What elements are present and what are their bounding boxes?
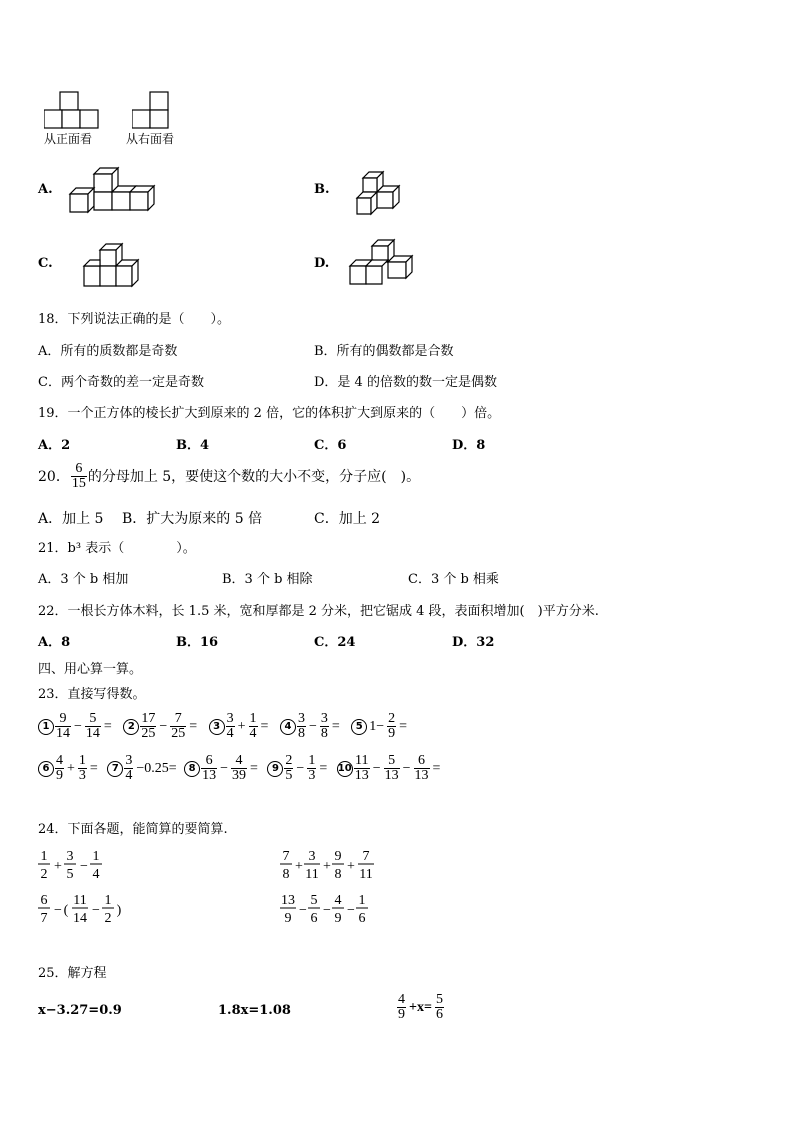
- svg-text:7: 7: [40, 911, 48, 926]
- q23-item: 8 $\frac{6}{13}$ − $\frac{4}{39}$ =: [184, 761, 260, 776]
- svg-text:8: 8: [282, 867, 290, 882]
- q24-expression-3: [278, 846, 388, 886]
- q23-stem: 23．直接写得数。: [38, 687, 146, 702]
- svg-text:5: 5: [310, 893, 318, 908]
- q18-option-b[interactable]: B．所有的偶数都是合数: [314, 344, 454, 359]
- right-view-label: 从右面看: [126, 132, 175, 146]
- svg-text:+: +: [54, 859, 62, 874]
- q20-number: 20．: [38, 468, 70, 485]
- q24-expression-4: [278, 890, 388, 930]
- svg-text:9: 9: [284, 911, 292, 926]
- q20-option-b[interactable]: B．扩大为原来的 5 倍: [122, 511, 263, 527]
- svg-text:6: 6: [358, 911, 366, 926]
- option-b-label[interactable]: B.: [314, 182, 330, 197]
- svg-text:1: 1: [104, 893, 112, 908]
- q23-item: 2 $\frac{17}{25}$ − $\frac{7}{25}$ =: [123, 719, 199, 734]
- q19-option-d[interactable]: D．8: [452, 438, 486, 453]
- q20-line: [38, 462, 420, 491]
- q20-option-a[interactable]: A．加上 5: [38, 511, 104, 527]
- svg-text:6: 6: [40, 893, 48, 908]
- q22-option-c[interactable]: C．24: [314, 635, 356, 650]
- option-d-label[interactable]: D.: [314, 256, 330, 271]
- svg-text:2: 2: [104, 911, 112, 926]
- q20-fraction: $\frac{6}{15}$: [71, 461, 86, 491]
- q19-option-b[interactable]: B．4: [176, 438, 210, 453]
- svg-text:−: −: [323, 903, 331, 918]
- svg-text:7: 7: [362, 849, 370, 864]
- q19-option-a[interactable]: A．2: [38, 438, 71, 453]
- q18-option-d[interactable]: D．是 4 的倍数的数一定是偶数: [314, 375, 497, 390]
- svg-text:9: 9: [334, 911, 342, 926]
- svg-text:(: (: [63, 903, 69, 918]
- q25-equation-3: $\frac{4}{9}$ +x= $\frac{5}{6}$: [398, 992, 443, 1022]
- q18-option-c[interactable]: C．两个奇数的差一定是奇数: [38, 375, 204, 390]
- svg-text:14: 14: [73, 911, 87, 926]
- svg-text:3: 3: [66, 849, 74, 864]
- q23-item: 5 1− $\frac{2}{9}$ =: [351, 719, 409, 734]
- svg-text:11: 11: [305, 867, 319, 882]
- q23-item: 6 $\frac{4}{9}$ + $\frac{1}{3}$ =: [38, 761, 100, 776]
- q25-equation-1: x−3.27=0.9: [38, 1003, 122, 1018]
- q19-stem: 19．一个正方体的棱长扩大到原来的 2 倍，它的体积扩大到原来的（ ）倍。: [38, 406, 501, 421]
- q22-option-b[interactable]: B．16: [176, 635, 219, 650]
- option-a-label[interactable]: A.: [38, 182, 53, 197]
- q20-option-c[interactable]: C．加上 2: [314, 511, 381, 527]
- q24-expression-2: [36, 890, 126, 930]
- section-four-heading: 四、用心算一算。: [38, 662, 143, 677]
- svg-text:9: 9: [334, 849, 342, 864]
- option-b-figure[interactable]: [355, 170, 405, 218]
- svg-text:8: 8: [334, 867, 342, 882]
- q24-expression-1: [36, 846, 116, 886]
- q23-item: 10 $\frac{11}{13}$ − $\frac{5}{13}$ − $\frac{6}{13}$ =: [337, 753, 441, 783]
- option-c-label[interactable]: C.: [38, 256, 53, 271]
- svg-text:5: 5: [66, 867, 74, 882]
- q22-option-a[interactable]: A．8: [38, 635, 71, 650]
- q23-row-2: [38, 754, 442, 783]
- svg-text:1: 1: [40, 849, 48, 864]
- svg-text:+: +: [347, 859, 355, 874]
- svg-text:1: 1: [358, 893, 366, 908]
- q22-option-d[interactable]: D．32: [452, 635, 495, 650]
- svg-text:3: 3: [308, 849, 316, 864]
- svg-text:4: 4: [334, 893, 342, 908]
- q23-item: 4 $\frac{3}{8}$ − $\frac{3}{8}$ =: [280, 719, 342, 734]
- q22-stem: 22．一根长方体木料，长 1.5 米，宽和厚都是 2 分米，把它锯成 4 段，表面积增加( )平方分米.: [38, 604, 599, 619]
- option-c-figure[interactable]: [80, 242, 144, 290]
- svg-text:−: −: [347, 903, 355, 918]
- q21-option-b[interactable]: B．3 个 b 相除: [222, 572, 313, 587]
- q21-option-c[interactable]: C．3 个 b 相乘: [408, 572, 499, 587]
- option-a-figure[interactable]: [68, 166, 158, 218]
- svg-text:13: 13: [281, 893, 295, 908]
- svg-text:−: −: [54, 903, 62, 918]
- svg-text:−: −: [92, 903, 100, 918]
- option-d-figure[interactable]: [346, 236, 418, 290]
- front-view-label: 从正面看: [44, 132, 93, 146]
- q20-stem: 的分母加上 5，要使这个数的大小不变，分子应( )。: [87, 468, 421, 485]
- svg-text:11: 11: [73, 893, 87, 908]
- front-view-figure: [44, 90, 100, 130]
- q23-item: 1 $\frac{9}{14}$ − $\frac{5}{14}$ =: [38, 719, 114, 734]
- svg-text:): ): [116, 903, 122, 918]
- right-view-figure: [132, 90, 172, 130]
- svg-text:−: −: [80, 859, 88, 874]
- svg-text:1: 1: [92, 849, 100, 864]
- q25-equation-2: 1.8x=1.08: [218, 1003, 291, 1018]
- q24-stem: 24．下面各题，能简算的要简算.: [38, 822, 228, 837]
- q21-option-a[interactable]: A．3 个 b 相加: [38, 572, 129, 587]
- svg-text:2: 2: [40, 867, 48, 882]
- q21-stem: 21．b³ 表示（ ）。: [38, 541, 196, 556]
- q19-option-c[interactable]: C．6: [314, 438, 347, 453]
- q23-row-1: [38, 712, 409, 741]
- q25-stem: 25．解方程: [38, 966, 107, 981]
- svg-text:6: 6: [310, 911, 318, 926]
- q23-item: 3 $\frac{3}{4}$ + $\frac{1}{4}$ =: [209, 719, 271, 734]
- svg-text:+: +: [295, 859, 303, 874]
- svg-text:4: 4: [92, 867, 100, 882]
- svg-text:7: 7: [282, 849, 290, 864]
- svg-text:−: −: [299, 903, 307, 918]
- q18-stem: 18．下列说法正确的是（ ）。: [38, 312, 231, 327]
- q23-item: 7 $\frac{3}{4}$ −0.25=: [107, 761, 178, 776]
- q18-option-a[interactable]: A．所有的质数都是奇数: [38, 344, 178, 359]
- svg-text:11: 11: [359, 867, 373, 882]
- q23-item: 9 $\frac{2}{5}$ − $\frac{1}{3}$ =: [267, 761, 329, 776]
- svg-text:+: +: [323, 859, 331, 874]
